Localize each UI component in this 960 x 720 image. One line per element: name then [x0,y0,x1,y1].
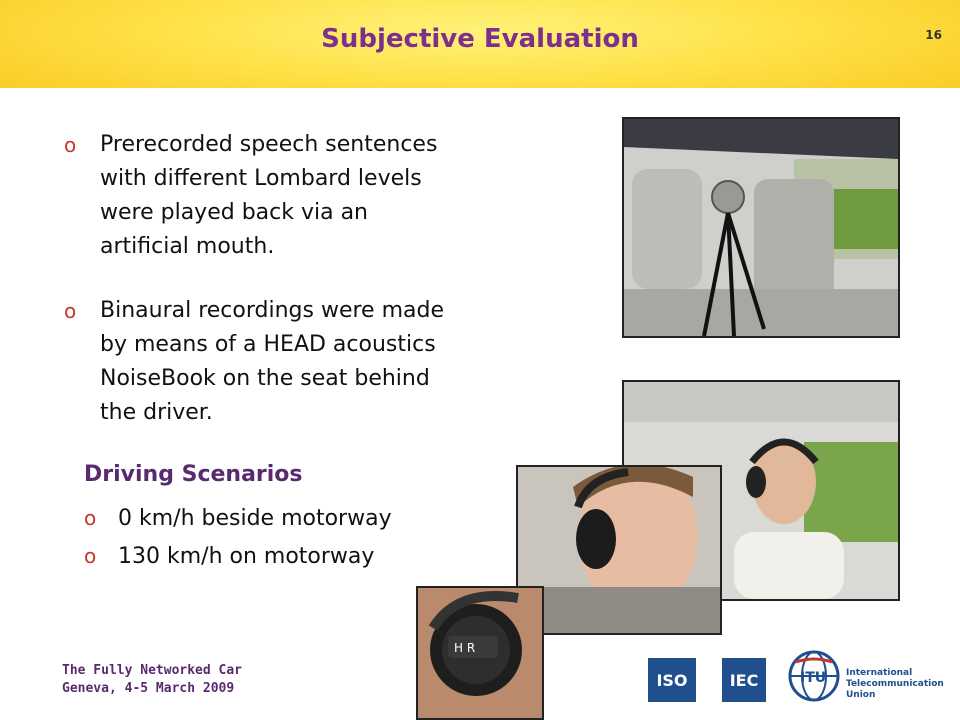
bullet-marker: o [64,133,77,157]
bullet-text: Binaural recordings were made by means of a HEAD acoustics NoiseBook on the seat behind the driver. [100,298,444,425]
listener-face-photo [516,465,722,635]
iso-logo [648,658,696,702]
itu-logo-text: ITU [800,670,827,686]
headphone-closeup-photo [416,586,544,720]
footer-event-date: Geneva, 4-5 March 2009 [62,681,235,696]
bullet-marker: o [84,544,97,568]
page-number: 16 [925,28,942,42]
scenario-text: 0 km/h beside motorway [118,506,392,531]
scenario-item-1 [84,506,392,531]
bullet-marker: o [84,506,97,530]
iso-logo-text: ISO [656,670,688,690]
bullet-text: Prerecorded speech sentences with different Lombard levels were played back via an artificial mouth. [100,132,438,259]
car-interior-photo [622,117,900,338]
itu-name: International Telecommunication Union [846,668,944,700]
iec-logo [722,658,766,702]
footer-event-name: The Fully Networked Car [62,663,243,678]
bullet-marker: o [64,299,77,323]
slide-title: Subjective Evaluation [321,24,639,54]
footer-text [62,662,242,698]
scenario-item-2 [84,544,374,569]
bullet-item-2 [64,294,504,430]
bullet-item-1 [64,128,494,264]
svg-text:H R: H R [454,641,476,655]
driving-scenarios-heading: Driving Scenarios [84,462,303,487]
iec-logo-text: IEC [729,670,759,690]
scenario-text: 130 km/h on motorway [118,544,375,569]
itu-globe-icon [786,646,842,706]
